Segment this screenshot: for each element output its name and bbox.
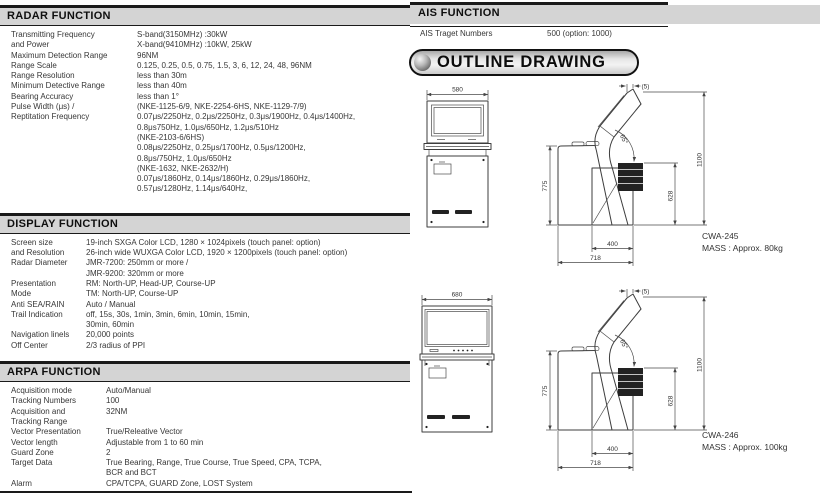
front-view-cwa246	[420, 292, 494, 433]
spec-row	[11, 438, 410, 448]
dim-total-depth: 718	[590, 460, 601, 467]
radar-function-header	[0, 5, 410, 26]
dim-total-depth: 718	[590, 255, 601, 262]
dim-desk-height: 775	[542, 385, 549, 397]
spec-row	[11, 51, 410, 61]
spec-row	[11, 81, 410, 91]
spec-label: Mode	[11, 289, 32, 299]
spec-label: Target Data	[11, 458, 53, 468]
spec-label: and Power	[11, 40, 50, 50]
sphere-bullet-icon	[414, 54, 431, 71]
spec-value: TM: North-UP, Course-UP	[86, 289, 179, 299]
spec-value: 30min, 60min	[86, 320, 135, 330]
spec-value: (NKE-1632, NKE-2632/H)	[137, 163, 229, 173]
spec-row	[11, 479, 410, 489]
dim-tilt-angle: 65°	[618, 338, 629, 351]
spec-value: 0.07μs/2250Hz, 0.2μs/2250Hz, 0.3μs/1900Hz, 0.4μs/1400Hz,	[137, 112, 356, 122]
spec-row	[11, 289, 410, 299]
model-mass: MASS : Approx. 100kg	[702, 441, 788, 452]
spec-label: Acquisition mode	[11, 386, 72, 396]
spec-label	[11, 154, 137, 164]
dim-tilt-angle: 65°	[618, 133, 629, 146]
left-column-bottom-rule	[0, 491, 412, 493]
ais-function-title: AIS FUNCTION	[418, 7, 500, 19]
spec-row	[11, 71, 410, 81]
spec-label: Acquisition and	[11, 406, 66, 416]
spec-row	[11, 133, 410, 143]
spec-value: 2/3 radius of PPI	[86, 340, 146, 350]
spec-row	[11, 427, 410, 437]
spec-value: 0.125, 0.25, 0.5, 0.75, 1.5, 3, 6, 12, 24, 48, 96NM	[137, 60, 312, 70]
spec-value: 96NM	[137, 50, 159, 60]
spec-label: Reptitation Frequency	[11, 112, 90, 122]
spec-label: Vector Presentation	[11, 427, 81, 437]
spec-row	[11, 341, 410, 351]
spec-label	[11, 184, 137, 194]
spec-value: Adjustable from 1 to 60 min	[106, 437, 204, 447]
spec-label: Tracking Range	[11, 416, 68, 426]
spec-label	[11, 269, 86, 279]
dim-column-height: 628	[667, 395, 675, 407]
spec-label: Pulse Width (μs) /	[11, 102, 75, 112]
model-number: CWA-246	[702, 430, 739, 440]
spec-label: Presentation	[11, 278, 56, 288]
spec-label	[11, 468, 106, 478]
spec-label: Range Scale	[11, 60, 57, 70]
spec-row	[11, 92, 410, 102]
dim-top-offset: (5)	[641, 83, 650, 91]
ais-function-header	[410, 5, 820, 24]
spec-label: Range Resolution	[11, 71, 75, 81]
spec-row	[11, 143, 410, 153]
spec-value: 26-inch wide WUXGA Color LCD, 1920 × 1200pixels (touch panel: option)	[86, 248, 348, 258]
spec-label: Anti SEA/RAIN	[11, 299, 65, 309]
spec-value: True/Releative Vector	[106, 427, 183, 437]
spec-value: 20,000 points	[86, 330, 135, 340]
spec-row	[11, 458, 410, 468]
spec-label: Navigation linels	[11, 330, 70, 340]
outline-drawing-banner	[409, 49, 639, 76]
spec-value: 100	[106, 396, 120, 406]
dim-base-depth: 400	[607, 446, 618, 453]
spec-row	[11, 30, 410, 40]
spec-value: RM: North-UP, Head-UP, Course-UP	[86, 278, 216, 288]
spec-row	[11, 417, 410, 427]
spec-label: AIS Traget Numbers	[420, 29, 493, 38]
model-label-cwa246	[702, 430, 788, 453]
spec-label: Minimum Detective Range	[11, 81, 105, 91]
spec-value: CPA/TCPA, GUARD Zone, LOST System	[106, 478, 253, 488]
arpa-function-header	[0, 361, 410, 382]
spec-row	[11, 468, 410, 478]
dim-total-height: 1100	[696, 153, 704, 167]
dim-front-width: 680	[451, 291, 463, 299]
spec-label: Radar Diameter	[11, 258, 68, 268]
spec-label	[11, 133, 137, 143]
spec-label: Guard Zone	[11, 447, 54, 457]
spec-row	[11, 310, 410, 320]
spec-value: S-band(3150MHz) :30kW	[137, 30, 228, 39]
dim-front-width: 580	[452, 86, 463, 94]
display-function-header	[0, 213, 410, 234]
spec-label: Tracking Numbers	[11, 396, 77, 406]
radar-function-title: RADAR FUNCTION	[7, 10, 111, 22]
spec-row	[11, 123, 410, 133]
side-view-cwa246	[542, 289, 707, 472]
spec-row	[11, 448, 410, 458]
spec-label: Screen size	[11, 237, 53, 247]
model-label-cwa245	[702, 231, 783, 254]
display-function-title: DISPLAY FUNCTION	[7, 217, 119, 230]
spec-row	[11, 396, 410, 406]
dim-top-offset: (5)	[641, 288, 650, 296]
display-spec-list	[0, 234, 410, 351]
model-number: CWA-245	[702, 231, 739, 241]
spec-label	[11, 320, 86, 330]
spec-row	[11, 330, 410, 340]
model-mass: MASS : Approx. 80kg	[702, 242, 783, 253]
spec-row	[11, 258, 410, 268]
spec-value: BCR and BCT	[106, 468, 157, 478]
spec-value: (NKE-2103-6/6HS)	[137, 132, 205, 142]
spec-value: (NKE-1125-6/9, NKE-2254-6HS, NKE-1129-7/9)	[137, 102, 307, 112]
spec-value: 500 (option: 1000)	[547, 29, 612, 38]
spec-label	[11, 174, 137, 184]
spec-value: less than 1°	[137, 91, 179, 101]
spec-row	[11, 300, 410, 310]
spec-row	[11, 102, 410, 112]
outline-drawing-title: OUTLINE DRAWING	[437, 53, 606, 71]
spec-row	[11, 320, 410, 330]
spec-label: Off Center	[11, 340, 48, 350]
spec-value: less than 40m	[137, 81, 187, 91]
spec-row	[11, 61, 410, 71]
spec-row	[11, 112, 410, 122]
spec-row	[11, 407, 410, 417]
spec-row	[11, 40, 410, 50]
spec-value: 0.08μs/2250Hz, 0.25μs/1700Hz, 0.5μs/1200Hz,	[137, 143, 306, 153]
spec-value: less than 30m	[137, 71, 187, 81]
arpa-spec-list	[0, 382, 410, 489]
spec-value: 0.8μs750Hz, 1.0μs/650Hz, 1.2μs/510Hz	[137, 122, 279, 132]
spec-value: 0.8μs/750Hz, 1.0μs/650Hz	[137, 153, 232, 163]
spec-label: Transmitting Frequency	[11, 30, 95, 39]
spec-value: JMR-9200: 320mm or more	[86, 268, 184, 278]
spec-value: JMR-7200: 250mm or more /	[86, 258, 189, 268]
spec-value: 0.07μs/1860Hz, 0.14μs/1860Hz, 0.29μs/1860Hz,	[137, 174, 311, 184]
spec-label	[11, 123, 137, 133]
spec-value: X-band(9410MHz) :10kW, 25kW	[137, 40, 252, 50]
dim-desk-height: 775	[542, 180, 549, 192]
spec-row	[11, 174, 410, 184]
spec-label: Trail Indication	[11, 309, 63, 319]
left-column	[0, 5, 410, 489]
spec-label: Maximum Detection Range	[11, 50, 108, 60]
spec-label	[11, 164, 137, 174]
dim-column-height: 628	[667, 190, 675, 202]
radar-spec-list	[0, 26, 410, 195]
spec-value: 2	[106, 447, 111, 457]
spec-label: Alarm	[11, 478, 32, 488]
ais-function-header-border	[410, 2, 668, 27]
spec-value: 32NM	[106, 406, 128, 416]
ais-spec-list	[420, 29, 612, 39]
spec-value: Auto / Manual	[86, 299, 136, 309]
spec-row	[11, 184, 410, 194]
spec-label: Vector length	[11, 437, 58, 447]
spec-row	[11, 269, 410, 279]
outline-drawing-cwa246	[410, 285, 830, 485]
spec-row	[11, 154, 410, 164]
spec-label: and Resolution	[11, 248, 65, 258]
dim-base-depth: 400	[607, 241, 618, 248]
spec-row	[420, 29, 612, 39]
spec-row	[11, 386, 410, 396]
spec-label: Bearing Accuracy	[11, 91, 74, 101]
side-view-cwa245	[542, 84, 707, 267]
spec-row	[11, 164, 410, 174]
spec-value: 0.57μs/1280Hz, 1.14μs/640Hz,	[137, 184, 248, 194]
spec-value: off, 15s, 30s, 1min, 3min, 6min, 10min, 15min,	[86, 309, 250, 319]
right-column	[410, 5, 830, 498]
dim-total-height: 1100	[696, 358, 704, 372]
spec-row	[11, 279, 410, 289]
spec-label	[11, 143, 137, 153]
arpa-function-title: ARPA FUNCTION	[7, 366, 101, 379]
spec-value: True Bearing, Range, True Course, True Speed, CPA, TCPA,	[106, 458, 322, 468]
spec-value: 19-inch SXGA Color LCD, 1280 × 1024pixels (touch panel: option)	[86, 237, 321, 247]
front-view-cwa245	[424, 87, 491, 228]
spec-row	[11, 248, 410, 258]
spec-value: Auto/Manual	[106, 386, 151, 396]
spec-row	[11, 238, 410, 248]
